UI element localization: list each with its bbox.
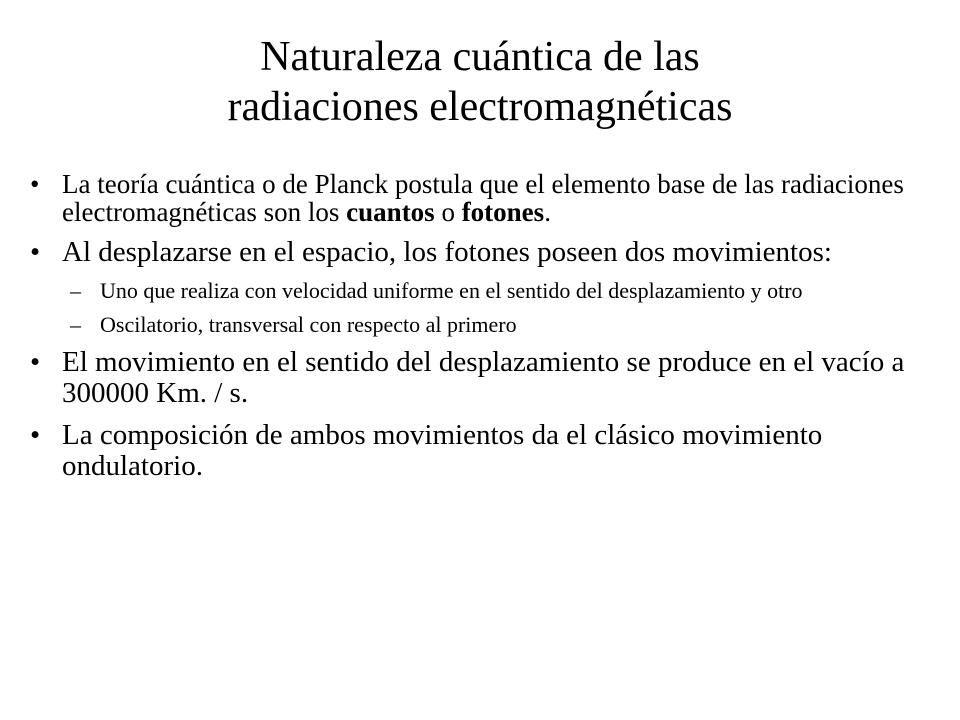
bullet-item-2 [30, 237, 930, 268]
bullet-icon: • [30, 169, 40, 199]
subitem-1-text: Uno que realiza con velocidad uniforme en el sentido del desplazamiento y otro [100, 278, 803, 303]
bullet-1-bold-fotones: fotones [461, 197, 545, 227]
bullet-4-text: La composición de ambos movimientos da el clásico movimiento ondulatorio. [62, 419, 823, 482]
subitem-2-text: Oscilatorio, transversal con respecto al primero [100, 312, 517, 337]
bullet-1-bold-cuantos: cuantos [346, 197, 435, 227]
bullet-2-text: Al desplazarse en el espacio, los fotones poseen dos movimientos: [62, 236, 832, 268]
bullet-1-post: . [544, 197, 551, 227]
bullet-1-mid: o [434, 197, 462, 227]
bullet-item-1 [30, 170, 930, 226]
bullet-item-3 [30, 347, 930, 409]
subitem-2 [30, 313, 930, 337]
bullet-1-text: La teoría cuántica o de Planck postula que el elemento base de las radiaciones electromagnéticas son los [62, 169, 904, 227]
title-line-1: Naturaleza cuántica de las [260, 34, 700, 80]
subitem-1 [30, 279, 930, 303]
slide-title [80, 32, 880, 132]
bullet-icon: • [30, 236, 41, 268]
dash-icon: – [70, 278, 81, 303]
slide-body [30, 170, 930, 493]
bullet-icon: • [30, 346, 41, 378]
bullet-3-text: El movimiento en el sentido del desplazamiento se produce en el vacío a 300000 Km. / s. [62, 346, 905, 409]
bullet-icon: • [30, 419, 41, 451]
bullet-item-4 [30, 420, 930, 482]
dash-icon: – [70, 312, 81, 337]
title-line-2: radiaciones electromagnéticas [227, 84, 733, 130]
